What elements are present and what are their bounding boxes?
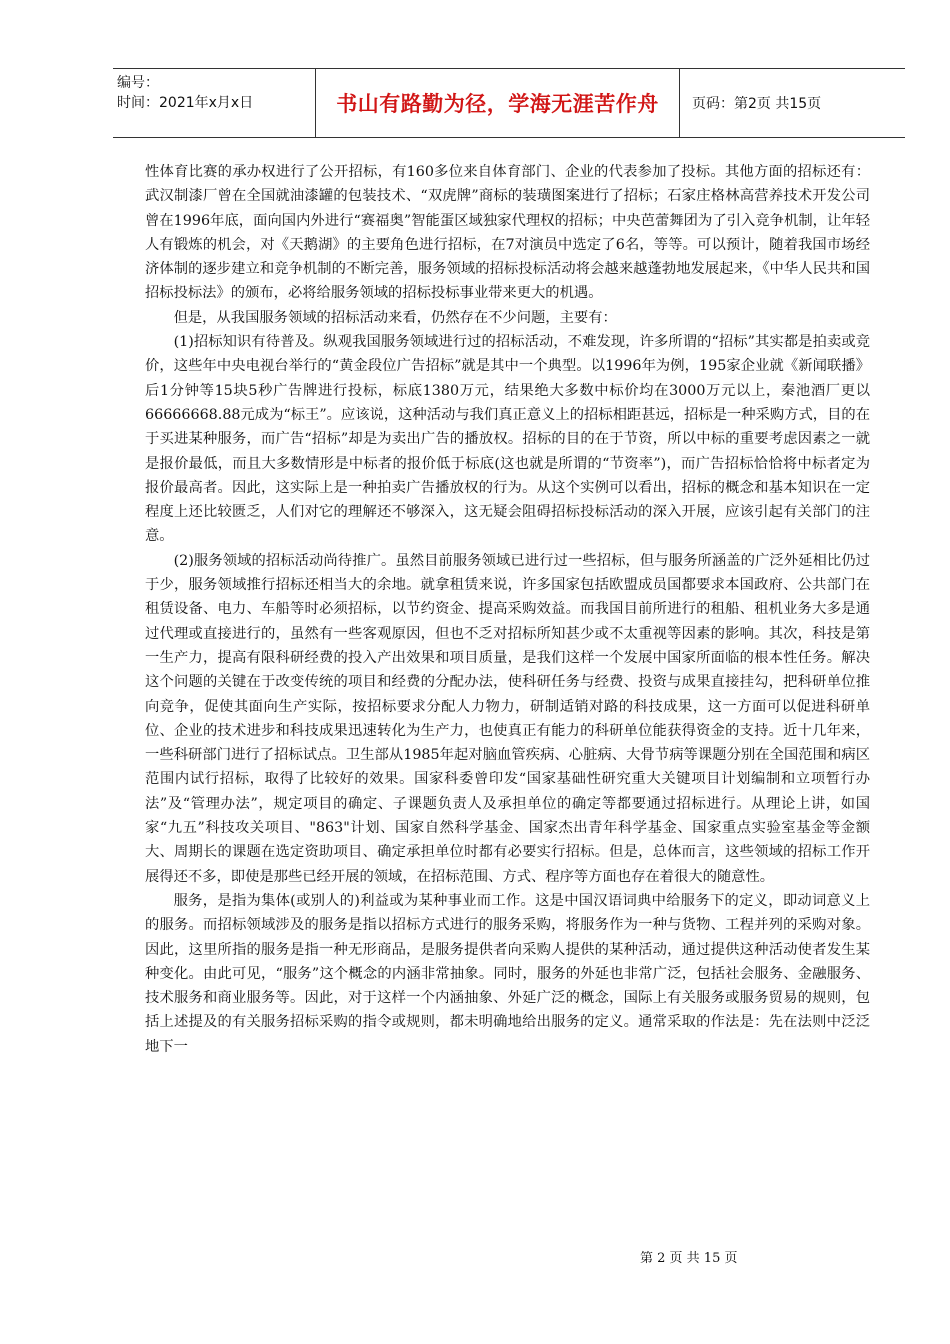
header-page-number: 页码：第2页 共15页 (692, 96, 822, 112)
paragraph: 服务，是指为集体(或别人的)利益或为某种事业而工作。这是中国汉语词典中给服务下的定义，即动词意义上的服务。而招标领域涉及的服务是指以招标方式进行的服务采购，将服务作为一种与货物、工程并列的采购对象。因此，这里所指的服务是指一种无形商品，是服务提供者向采购人提供的某种活动，通过提供这种活动使者发生某种变化。由此可见，“服务”这个概念的内涵非常抽象。同时，服务的外延也非常广泛，包括社会服务、金融服务、技术服务和商业服务等。因此，对于这样一个内涵抽象、外延广泛的概念，国际上有关服务或服务贸易的规则，包括上述提及的有关服务招标采购的指令或规则，都未明确地给出服务的定义。通常采取的作法是：先在法则中泛泛地下一 (145, 892, 870, 1055)
page-footer: 第 2 页 共 15 页 (640, 1251, 738, 1266)
paragraph: 性体育比赛的承办权进行了公开招标，有160多位来自体育部门、企业的代表参加了投标。其他方面的招标还有：武汉制漆厂曾在全国就油漆罐的包装技术、“双虎牌”商标的装璜图案进行了招标；石家庄格林高营养技术开发公司曾在1996年底，面向国内外进行“赛福奥”智能蛋区域独家代理权的招标；中央芭蕾舞团为了引入竞争机制，让年轻人有锻炼的机会，对《天鹅湖》的主要角色进行招标，在7对演员中选定了6名，等等。可以预计，随着我国市场经济体制的逐步建立和竞争机制的不断完善，服务领域的招标投标活动将会越来越蓬勃地发展起来，《中华人民共和国招标投标法》的颁布，必将给服务领域的招标投标事业带来更大的机遇。 (145, 164, 870, 302)
document-body (145, 160, 870, 1059)
header-motto: 书山有路勤为径，学海无涯苦作舟 (316, 69, 680, 137)
header-meta (113, 69, 316, 137)
header-time: 时间：2021年x月x日 (117, 95, 254, 111)
page-header (113, 68, 905, 138)
paragraph: (2)服务领域的招标活动尚待推广。虽然目前服务领域已进行过一些招标，但与服务所涵盖的广泛外延相比仍过于少，服务领域推行招标还相当大的余地。就拿租赁来说，许多国家包括欧盟成员国都要求本国政府、公共部门在租赁设备、电力、车船等时必须招标，以节约资金、提高采购效益。而我国目前所进行的租船、租机业务大多是通过代理或直接进行的，虽然有一些客观原因，但也不乏对招标所知甚少或不太重视等因素的影响。其次，科技是第一生产力，提高有限科研经费的投入产出效果和项目质量，是我们这样一个发展中国家所面临的根本性任务。解决这个问题的关键在于改变传统的项目和经费的分配办法，使科研任务与经费、投资与成果直接挂勾，把科研单位推向竞争，促使其面向生产实际，按招标要求分配人力物力，研制适销对路的科技成果，这一方面可以促进科研单位、企业的技术进步和科技成果迅速转化为生产力，也使真正有能力的科研单位能获得资金的支持。近十几年来，一些科研部门进行了招标试点。卫生部从1985年起对脑血管疾病、心脏病、大骨节病等课题分别在全国范围和病区范围内试行招标，取得了比较好的效果。国家科委曾印发“国家基础性研究重大关键项目计划编制和立项暂行办法”及“管理办法”，规定项目的确定、子课题负责人及承担单位的确定等都要通过招标进行。从理论上讲，如国家“九五”科技攻关项目、"863"计划、国家自然科学基金、国家杰出青年科学基金、国家重点实验室基金等金额大、周期长的课题在选定资助项目、确定承担单位时都有必要实行招标。但是，总体而言，这些领域的招标工作开展得还不多，即使是那些已经开展的领域，在招标范围、方式、程序等方面也存在着很大的随意性。 (145, 552, 870, 885)
header-number: 编号： (117, 75, 159, 91)
paragraph: (1)招标知识有待普及。纵观我国服务领域进行过的招标活动，不难发现，许多所谓的“招标”其实都是拍卖或竞价，这些年中央电视台举行的“黄金段位广告招标”就是其中一个典型。以1996年为例，195家企业就《新闻联播》后1分钟等15块5秒广告牌进行投标，标底1380万元，结果绝大多数中标价均在3000万元以上，秦池酒厂更以66666668.88元成为“标王”。应该说，这种活动与我们真正意义上的招标相距甚远，招标是一种采购方式，目的在于买进某种服务，而广告“招标”却是为卖出广告的播放权。招标的目的在于节资，所以中标的重要考虑因素之一就是报价最低，而且大多数情形是中标者的报价低于标底(这也就是所谓的“节资率”)，而广告招标恰恰将中标者定为报价最高者。因此，这实际上是一种拍卖广告播放权的行为。从这个实例可以看出，招标的概念和基本知识在一定程度上还比较匮乏，人们对它的理解还不够深入，这无疑会阻碍招标投标活动的深入开展，应该引起有关部门的注意。 (145, 334, 870, 545)
paragraph: 但是，从我国服务领域的招标活动来看，仍然存在不少问题，主要有： (173, 309, 617, 326)
